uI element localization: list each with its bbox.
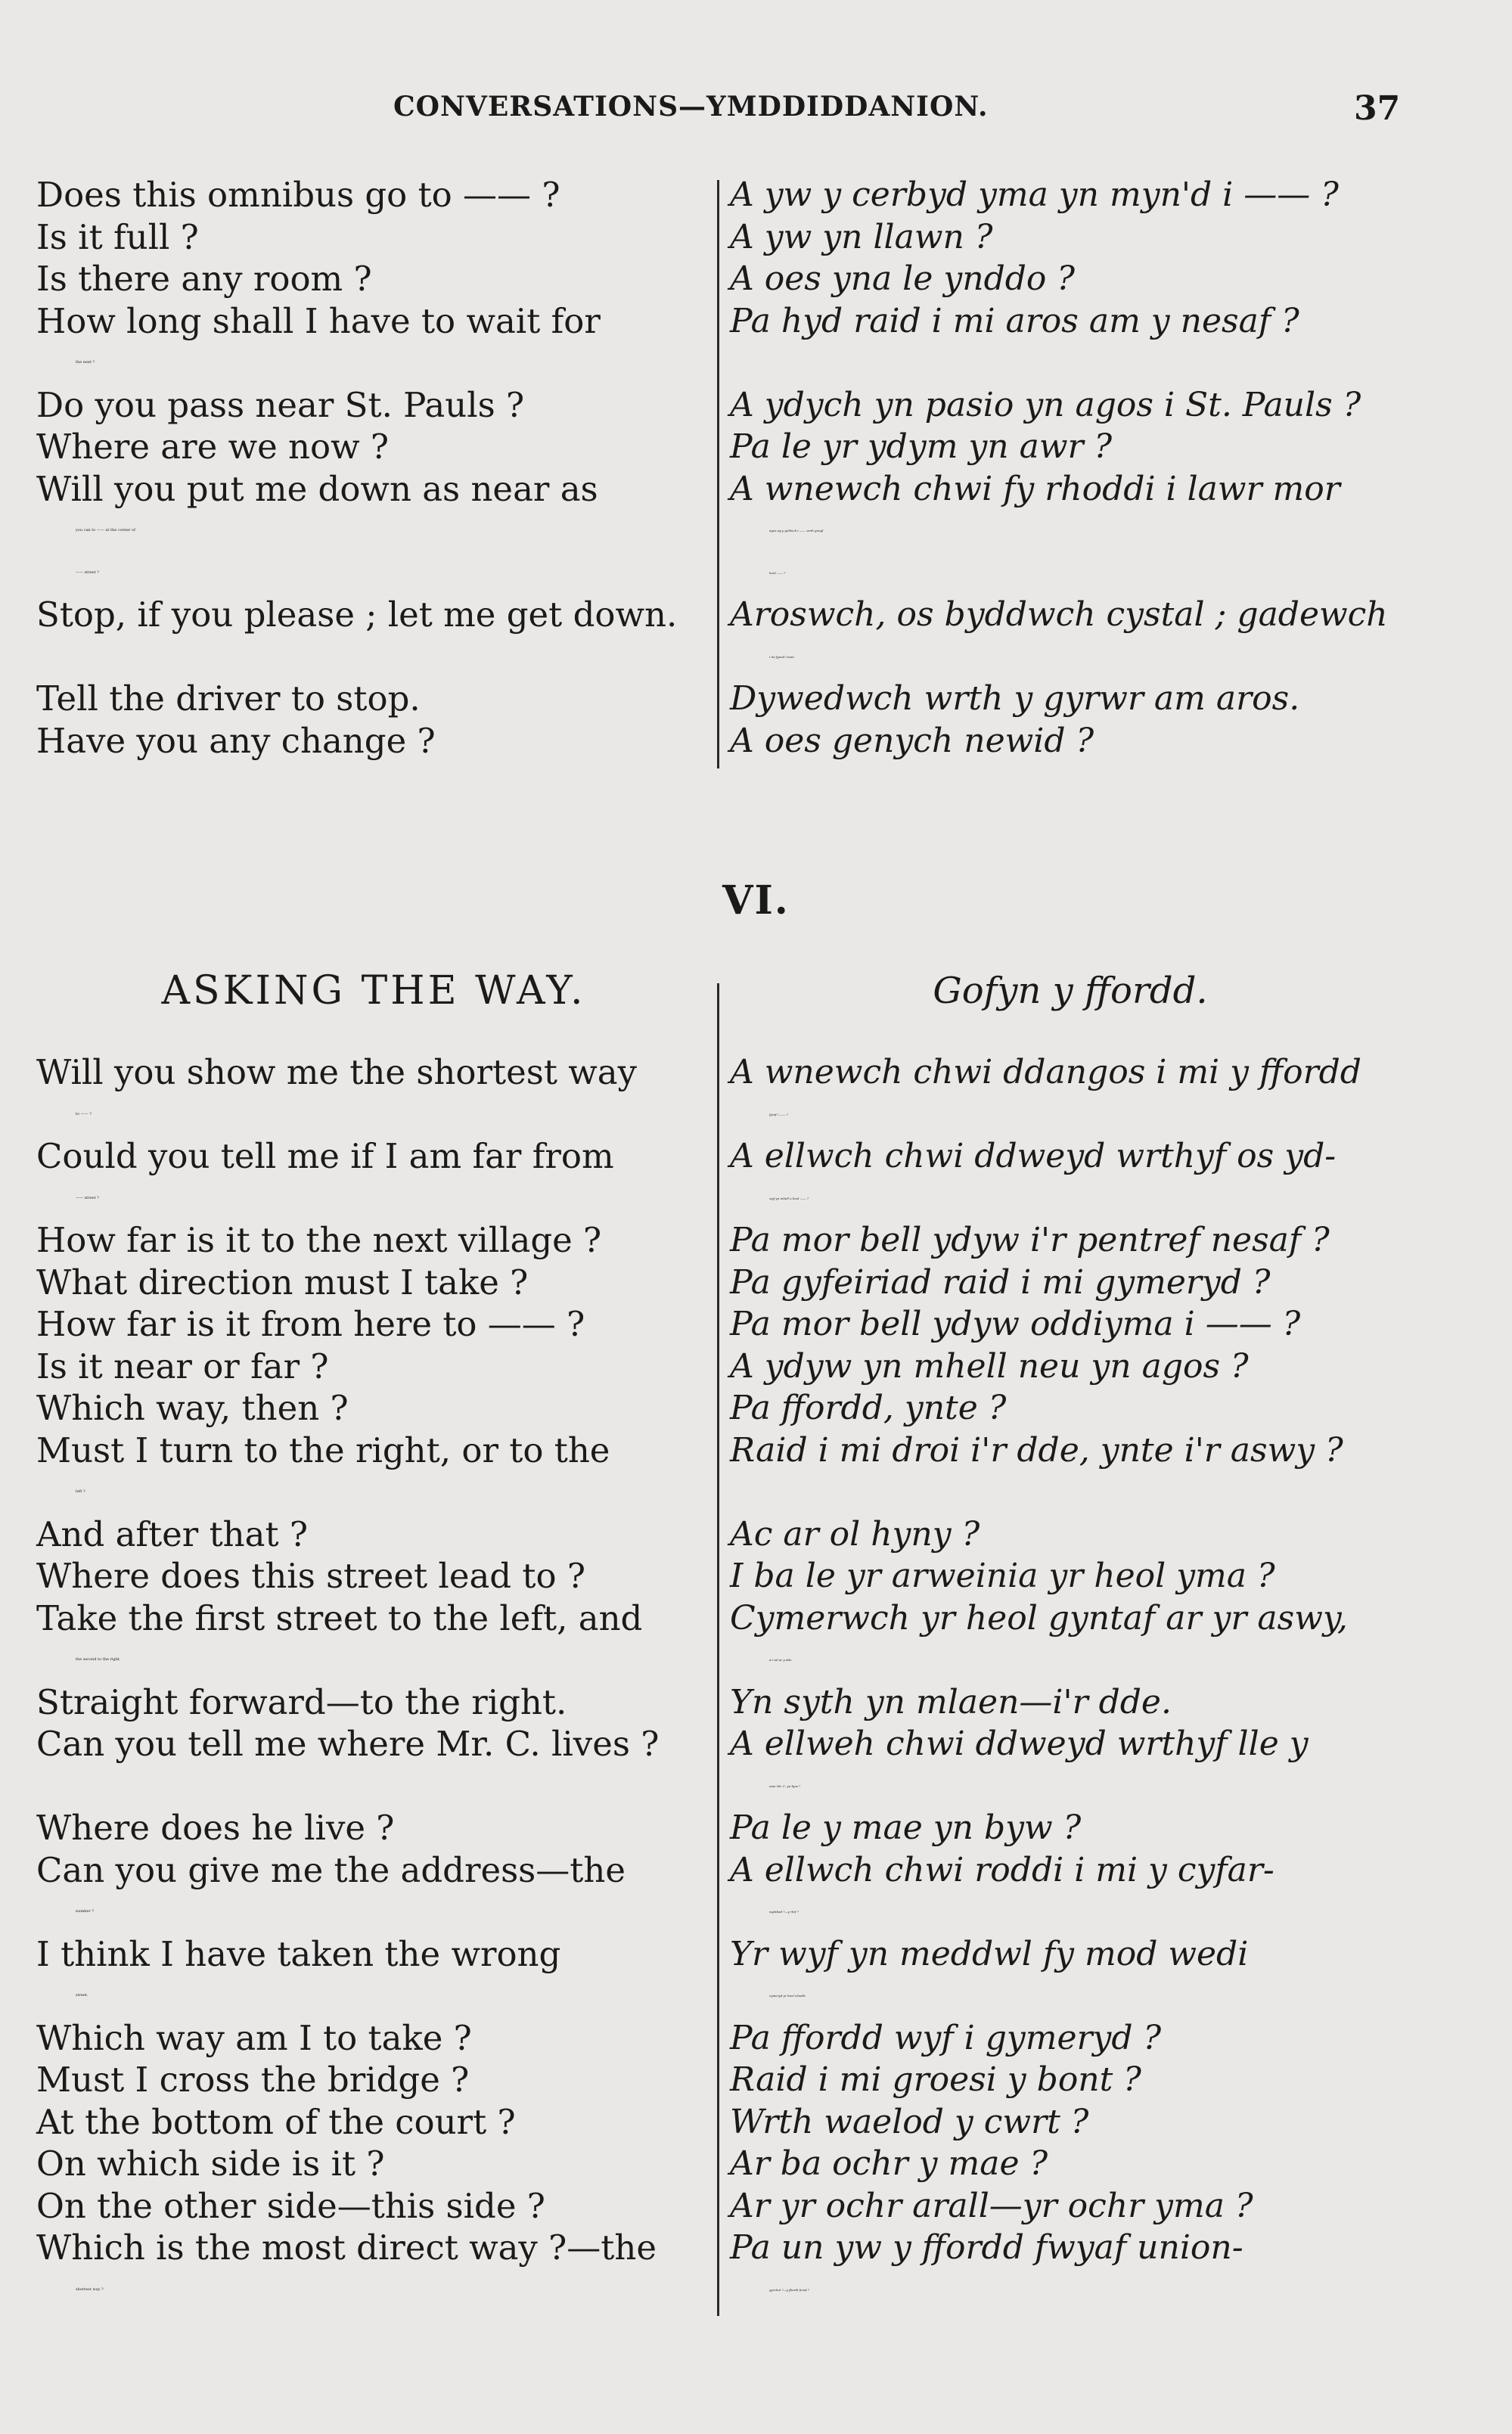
phrase-line: Tell the driver to stop.: [36, 678, 421, 719]
section-heading-welsh: Gofyn y ffordd.: [933, 970, 1208, 1012]
section1-english-column: [36, 174, 711, 762]
phrase-line: gyrchol ?—y ffordd feraf ?: [769, 2287, 809, 2292]
phrase-line: Raid i mi groesi y bont ?: [730, 2060, 1141, 2099]
phrase-line: Could you tell me if I am far from: [36, 1136, 614, 1176]
running-head: CONVERSATIONS—YMDDIDDANION.: [393, 91, 989, 123]
phrase-line: Pa le y mae yn byw ?: [730, 1808, 1082, 1847]
phrase-line: Straight forward—to the right.: [36, 1681, 567, 1722]
phrase-line: A ellwch chwi ddweyd wrthyf os yd-: [730, 1137, 1337, 1175]
phrase-line: the second to the right.: [76, 1657, 121, 1662]
phrase-line: Wrth waelod y cwrt ?: [730, 2102, 1089, 2141]
phrase-line: Pa mor bell ydyw i'r pentref nesaf ?: [730, 1221, 1330, 1259]
phrase-line: A oes genych newid ?: [730, 721, 1094, 760]
phrase-line: shortest way ?: [76, 2287, 104, 2292]
phrase-line: Can you tell me where Mr. C. lives ?: [36, 1724, 660, 1764]
phrase-line: A yw y cerbyd yma yn myn'd i —— ?: [730, 175, 1339, 214]
section-heading-english: ASKING THE WAY.: [161, 968, 586, 1014]
phrase-line: Is it near or far ?: [36, 1346, 329, 1386]
phrase-line: Ar ba ochr y mae ?: [730, 2144, 1048, 2183]
section1-welsh-column: [730, 174, 1411, 762]
phrase-line: left ?: [76, 1489, 85, 1494]
phrase-line: Have you any change ?: [36, 720, 436, 761]
phrase-line: Pa le yr ydym yn awr ?: [730, 427, 1113, 466]
phrase-line: Can you give me the address—the: [36, 1849, 626, 1890]
phrase-line: A ellwch chwi roddi i mi y cyfar-: [730, 1850, 1274, 1889]
phrase-line: i mi fyned i lawr.: [769, 654, 795, 659]
phrase-line: And after that ?: [36, 1513, 309, 1554]
section2-english-column: [36, 1051, 711, 2311]
phrase-line: agos ag y gellwch i —— wrth gongl: [769, 529, 824, 532]
blank-line: [36, 1765, 711, 1808]
blank-line: [730, 1471, 1411, 1513]
phrase-line: At the bottom of the court ?: [36, 2101, 516, 2142]
phrase-line: Is there any room ?: [36, 259, 372, 299]
section2-welsh-column: [730, 1051, 1411, 2311]
phrase-line: Does this omnibus go to —— ?: [36, 175, 560, 215]
phrase-line: Ar yr ochr arall—yr ochr yma ?: [730, 2186, 1253, 2225]
phrase-line: Ac ar ol hyny ?: [730, 1514, 980, 1554]
phrase-line: I think I have taken the wrong: [36, 1933, 561, 1974]
phrase-line: Stop, if you please ; let me get down.: [36, 595, 678, 635]
phrase-line: a'r ail ar y dde.: [769, 1658, 793, 1662]
phrase-line: A wnewch chwi ddangos i mi y ffordd: [730, 1053, 1361, 1091]
phrase-line: the next ?: [76, 360, 95, 365]
phrase-line: number ?: [76, 1909, 95, 1914]
phrase-line: Yr wyf yn meddwl fy mod wedi: [730, 1934, 1249, 1973]
phrase-line: Dywedwch wrth y gyrwr am aros.: [730, 679, 1300, 718]
phrase-line: Take the first street to the left, and: [36, 1597, 643, 1638]
phrase-line: mae Mr. C. yn byw ?: [769, 1784, 801, 1788]
phrase-line: A yw yn llawn ?: [730, 217, 993, 256]
phrase-line: What direction must I take ?: [36, 1262, 529, 1302]
phrase-line: —— street ?: [76, 1195, 99, 1200]
phrase-line: Pa un yw y ffordd fwyaf union-: [730, 2228, 1243, 2267]
section1-column-divider: [717, 180, 719, 768]
phrase-line: Pa hyd raid i mi aros am y nesaf ?: [730, 301, 1299, 340]
phrase-line: How far is it to the next village ?: [36, 1220, 602, 1260]
phrase-line: A ellweh chwi ddweyd wrthyf lle y: [730, 1725, 1309, 1763]
section-numeral: VI.: [722, 877, 790, 924]
page-number: 37: [1354, 89, 1401, 128]
phrase-line: Where does this street lead to ?: [36, 1556, 585, 1596]
phrase-line: Yn syth yn mlaen—i'r dde.: [730, 1682, 1172, 1721]
phrase-line: you can to —— at the corner of: [76, 528, 136, 532]
phrase-line: wyddiad ?—y rhif ?: [769, 1910, 799, 1914]
phrase-line: Must I turn to the right, or to the: [36, 1430, 610, 1470]
phrase-line: Will you show me the shortest way: [36, 1052, 637, 1092]
phrase-line: Where are we now ?: [36, 427, 390, 467]
phrase-line: On which side is it ?: [36, 2144, 385, 2184]
phrase-line: to —— ?: [76, 1111, 92, 1116]
phrase-line: A ydych yn pasio yn agos i St. Pauls ?: [730, 385, 1361, 424]
phrase-line: On the other side—this side ?: [36, 2185, 545, 2226]
phrase-line: How long shall I have to wait for: [36, 300, 601, 341]
phrase-line: Which way am I to take ?: [36, 2017, 472, 2058]
phrase-line: Will you put me down as near as: [36, 468, 598, 509]
phrase-line: Pa gyfeiriad raid i mi gymeryd ?: [730, 1262, 1271, 1302]
phrase-line: Where does he live ?: [36, 1808, 395, 1848]
section2-column-divider: [717, 983, 719, 2316]
phrase-line: Do you pass near St. Pauls ?: [36, 384, 525, 425]
phrase-line: Pa ffordd, ynte ?: [730, 1389, 1007, 1427]
phrase-line: Must I cross the bridge ?: [36, 2060, 470, 2100]
phrase-line: Cymerwch yr heol gyntaf ar yr aswy,: [730, 1598, 1348, 1638]
blank-line: [36, 636, 711, 678]
phrase-line: Pa ffordd wyf i gymeryd ?: [730, 2018, 1162, 2057]
phrase-line: street.: [76, 1993, 88, 1998]
phrase-line: A ydyw yn mhell neu yn agos ?: [730, 1346, 1249, 1386]
phrase-line: heol —— ?: [769, 570, 786, 575]
phrase-line: Pa mor bell ydyw oddiyma i —— ?: [730, 1305, 1301, 1343]
phrase-line: Aroswch, os byddwch cystal ; gadewch: [730, 595, 1388, 634]
phrase-line: cymeryd yr heol chwith.: [769, 1994, 806, 1998]
phrase-line: Raid i mi droi i'r dde, ynte i'r aswy ?: [730, 1430, 1343, 1470]
phrase-line: How far is it from here to —— ?: [36, 1304, 585, 1344]
phrase-line: —— street ?: [76, 570, 99, 575]
phrase-line: Which way, then ?: [36, 1388, 349, 1428]
phrase-line: A wnewch chwi fy rhoddi i lawr mor: [730, 469, 1340, 508]
phrase-line: A oes yna le ynddo ?: [730, 259, 1075, 298]
phrase-line: wyf yn mhell o heol —— ?: [769, 1196, 809, 1200]
phrase-line: I ba le yr arweinia yr heol yma ?: [730, 1557, 1275, 1595]
blank-line: [730, 342, 1411, 384]
phrase-line: fyraf i —— ?: [769, 1112, 788, 1116]
phrase-line: Is it full ?: [36, 216, 199, 257]
phrase-line: Which is the most direct way ?—the: [36, 2228, 657, 2268]
